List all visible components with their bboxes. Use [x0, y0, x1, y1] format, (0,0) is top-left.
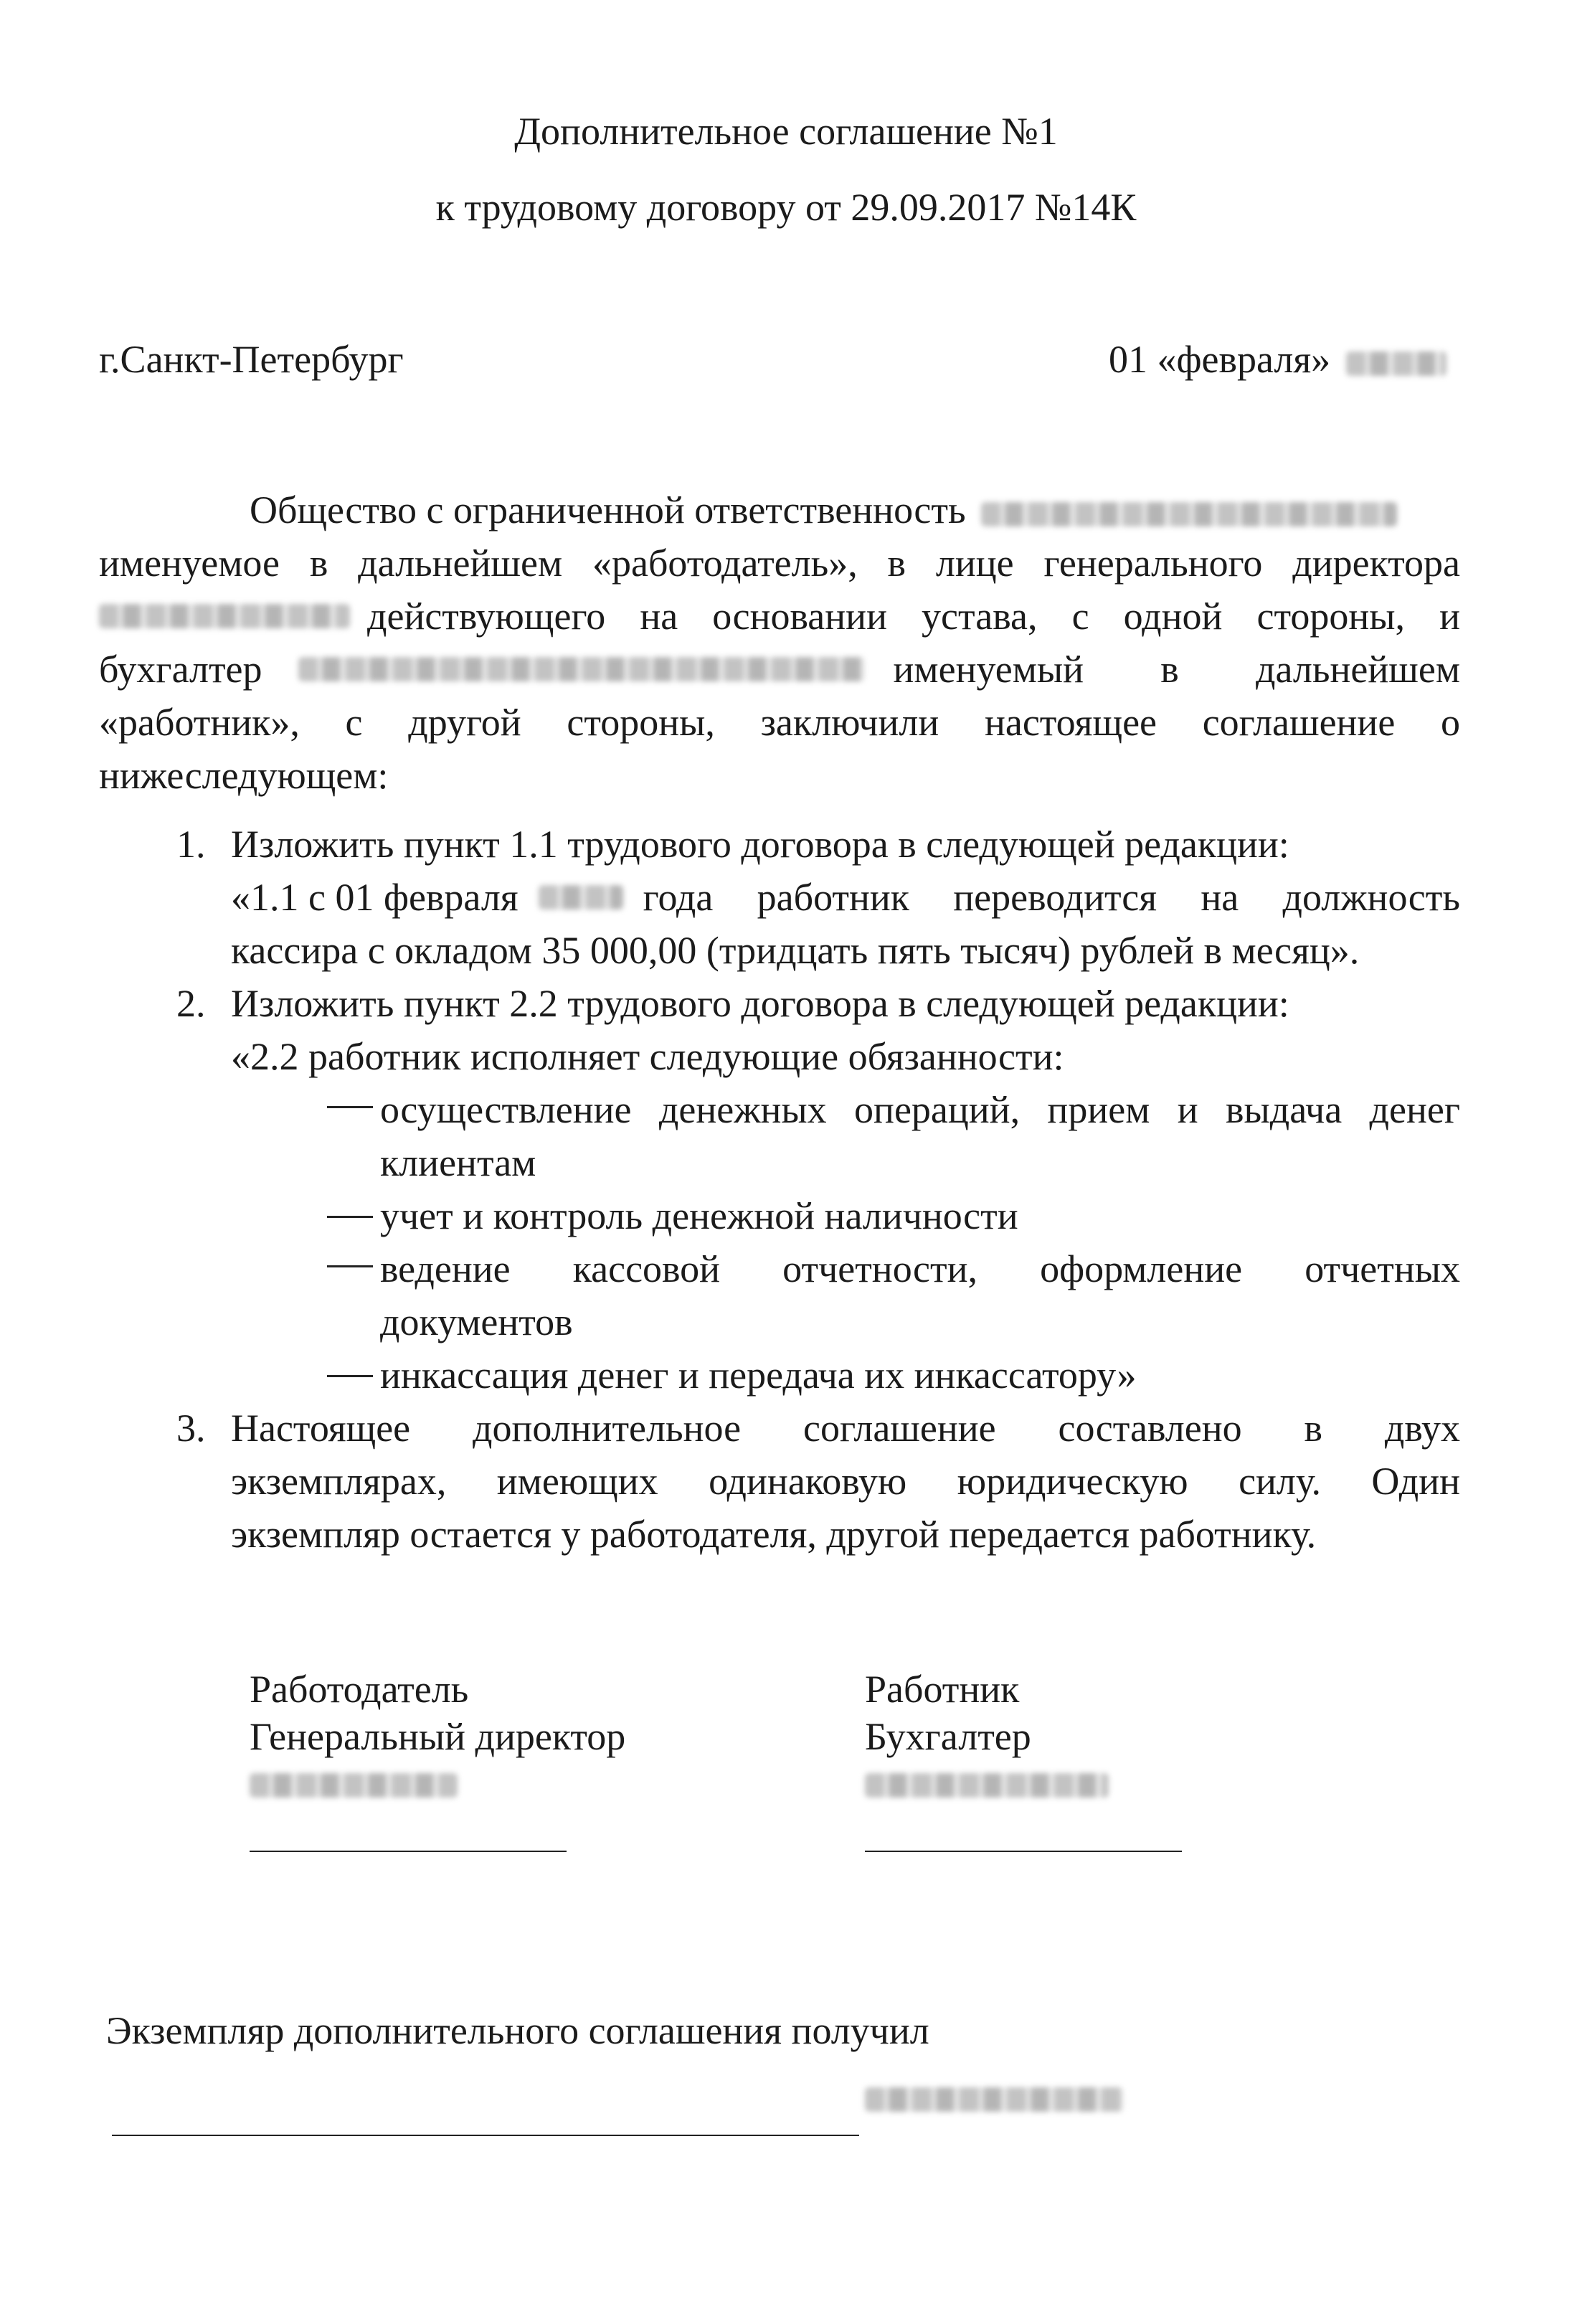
preamble-line-4: бухгалтер именуемый в дальнейшем	[99, 648, 1460, 691]
employee-signature-line	[865, 1851, 1182, 1852]
redacted-year-2	[539, 885, 623, 910]
item-3-line-2: экземплярах, имеющих одинаковую юридическую силу. Один	[231, 1460, 1460, 1503]
employer-label: Работодатель	[250, 1668, 469, 1711]
redacted-director-name	[99, 604, 350, 628]
received-statement: Экземпляр дополнительного соглашения получил	[106, 2009, 929, 2052]
preamble-line-3: действующего на основании устава, с одной стороны, и	[99, 590, 1460, 643]
duty-3-line-1: ведение кассовой отчетности, оформление отчетных	[327, 1242, 1460, 1295]
dash-marker	[327, 1375, 373, 1377]
item-2-number: 2.	[176, 982, 206, 1025]
duty-3-line-2: документов	[380, 1300, 573, 1343]
preamble-line-6: нижеследующем:	[99, 754, 389, 797]
duty-1-line-2: клиентам	[380, 1141, 536, 1184]
preamble-line-1: Общество с ограниченной ответственность	[250, 483, 1397, 537]
item-2-line-1: Изложить пункт 2.2 трудового договора в следующей редакции:	[231, 982, 1289, 1025]
item-3-line-1: Настоящее дополнительное соглашение составлено в двух	[231, 1407, 1460, 1450]
date: 01 «февраля»	[1109, 338, 1331, 381]
receipt-name-redacted	[865, 2087, 1123, 2112]
employer-signature-line	[250, 1851, 567, 1852]
dash-marker	[327, 1106, 373, 1108]
item-1-line-3: кассира с окладом 35 000,00 (тридцать пять тысяч) рублей в месяц».	[231, 929, 1360, 972]
employee-name-redacted	[865, 1773, 1109, 1798]
date-line	[1109, 333, 1446, 386]
item-1-line-1: Изложить пункт 1.1 трудового договора в следующей редакции:	[231, 823, 1289, 866]
employer-name-redacted	[250, 1773, 458, 1798]
preamble-line-2: именуемое в дальнейшем «работодатель», в лице генерального директора	[99, 542, 1460, 585]
document-subtitle: к трудовому договору от 29.09.2017 №14К	[435, 186, 1137, 229]
duty-4: инкассация денег и передача их инкассатору»	[327, 1348, 1137, 1402]
item-2-line-2: «2.2 работник исполняет следующие обязанности:	[231, 1035, 1064, 1078]
employee-title: Бухгалтер	[865, 1715, 1031, 1758]
item-1-number: 1.	[176, 823, 206, 866]
redacted-year	[1346, 351, 1446, 376]
employer-title: Генеральный директор	[250, 1715, 626, 1758]
document-title: Дополнительное соглашение №1	[514, 110, 1058, 153]
redacted-employee-name	[298, 657, 865, 681]
city: г.Санкт-Петербург	[99, 338, 404, 381]
employee-label: Работник	[865, 1668, 1020, 1711]
duty-1-line-1: осуществление денежных операций, прием и выдача денег	[327, 1083, 1460, 1136]
receipt-signature-line	[112, 2135, 859, 2136]
dash-marker	[327, 1265, 373, 1267]
item-1-line-2: «1.1 с 01 февраля года работник переводится на должность	[231, 876, 1460, 919]
duty-2: учет и контроль денежной наличности	[327, 1189, 1018, 1242]
item-3-line-3: экземпляр остается у работодателя, другой передается работнику.	[231, 1513, 1317, 1556]
redacted-company-name	[981, 502, 1397, 526]
item-3-number: 3.	[176, 1407, 206, 1450]
preamble-line-5: «работник», с другой стороны, заключили настоящее соглашение о	[99, 701, 1460, 744]
dash-marker	[327, 1216, 373, 1218]
